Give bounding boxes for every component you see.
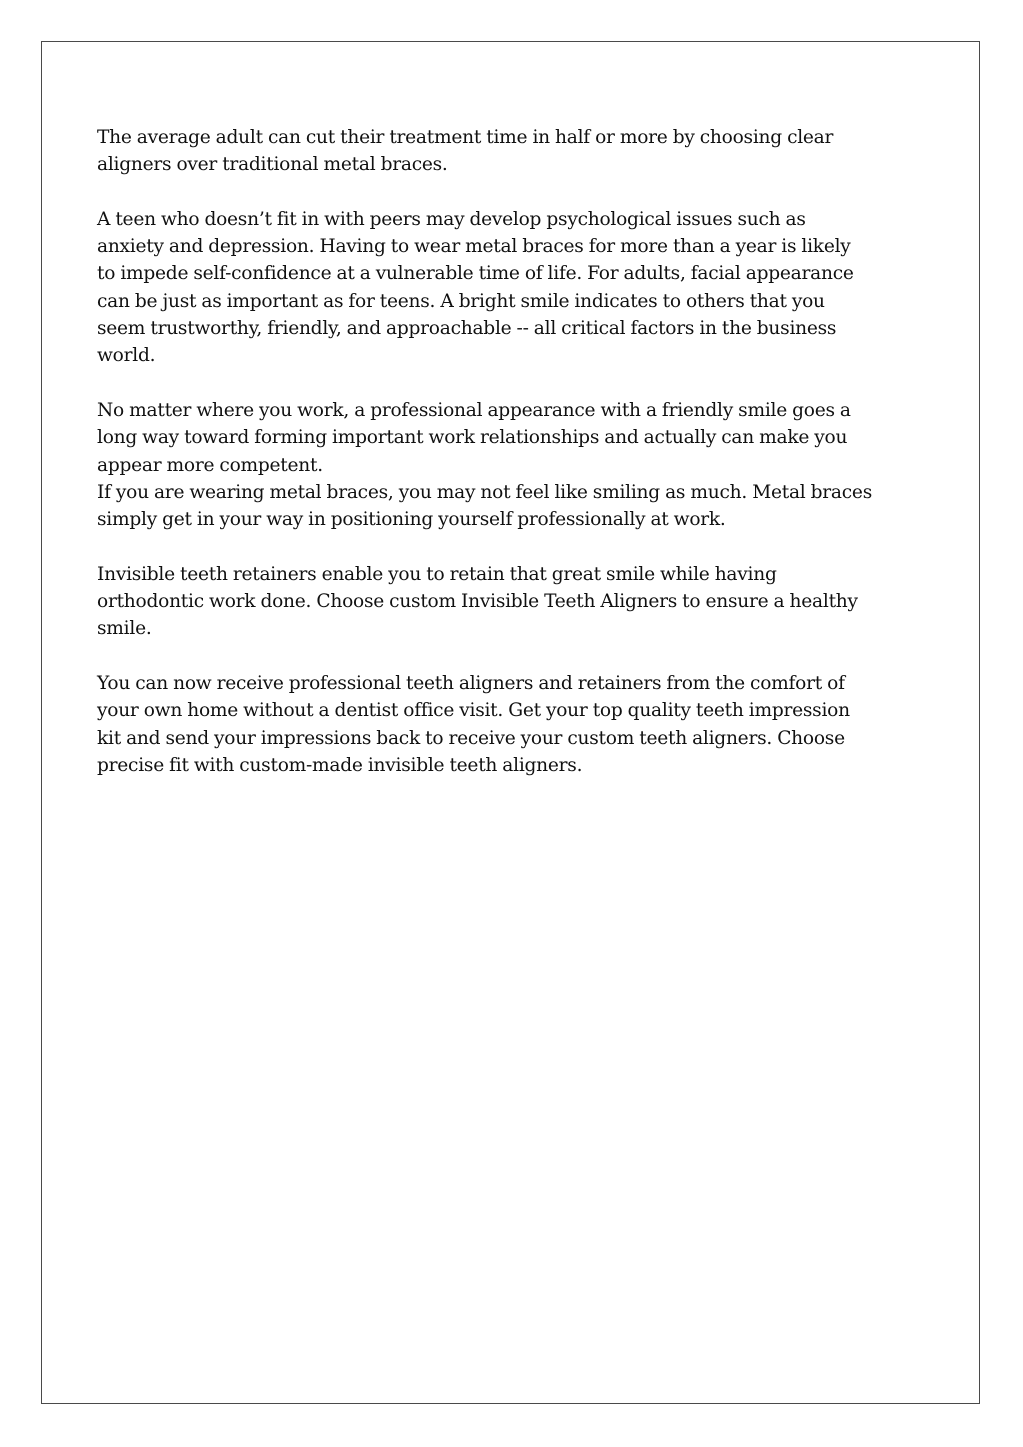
text-line: If you are wearing metal braces, you may not feel like smiling as much. Metal braces (97, 481, 872, 503)
paragraph-metal-braces (97, 479, 929, 534)
text-line: long way toward forming important work relationships and actually can make you (97, 427, 848, 449)
text-line: simply get in your way in positioning yourself professionally at work. (97, 509, 726, 531)
paragraph-professional-appearance (97, 397, 929, 479)
text-line: to impede self-confidence at a vulnerable time of life. For adults, facial appearance (97, 263, 854, 285)
paragraph-treatment-time (97, 124, 929, 179)
text-line: can be just as important as for teens. A bright smile indicates to others that you (97, 290, 825, 312)
text-line: smile. (97, 618, 152, 640)
text-line: kit and send your impressions back to receive your custom teeth aligners. Choose (97, 727, 845, 749)
text-line: appear more competent. (97, 454, 323, 476)
paragraph-invisible-retainers (97, 561, 929, 643)
paragraph-home-impression-kit (97, 670, 929, 779)
paragraph-teen-confidence (97, 206, 929, 370)
text-line: aligners over traditional metal braces. (97, 154, 448, 176)
text-line: precise fit with custom-made invisible teeth aligners. (97, 754, 583, 776)
text-line: seem trustworthy, friendly, and approachable -- all critical factors in the business (97, 318, 837, 340)
text-line: your own home without a dentist office visit. Get your top quality teeth impression (97, 700, 850, 722)
text-line: You can now receive professional teeth aligners and retainers from the comfort of (97, 672, 845, 694)
document-body (97, 124, 929, 806)
text-line: orthodontic work done. Choose custom Invisible Teeth Aligners to ensure a healthy (97, 591, 858, 613)
text-line: anxiety and depression. Having to wear metal braces for more than a year is likely (97, 236, 851, 258)
text-line: Invisible teeth retainers enable you to retain that great smile while having (97, 563, 777, 585)
text-line: world. (97, 345, 156, 367)
text-line: A teen who doesn’t fit in with peers may develop psychological issues such as (97, 208, 806, 230)
text-line: No matter where you work, a professional appearance with a friendly smile goes a (97, 399, 851, 421)
text-line: The average adult can cut their treatment time in half or more by choosing clear (97, 127, 834, 148)
